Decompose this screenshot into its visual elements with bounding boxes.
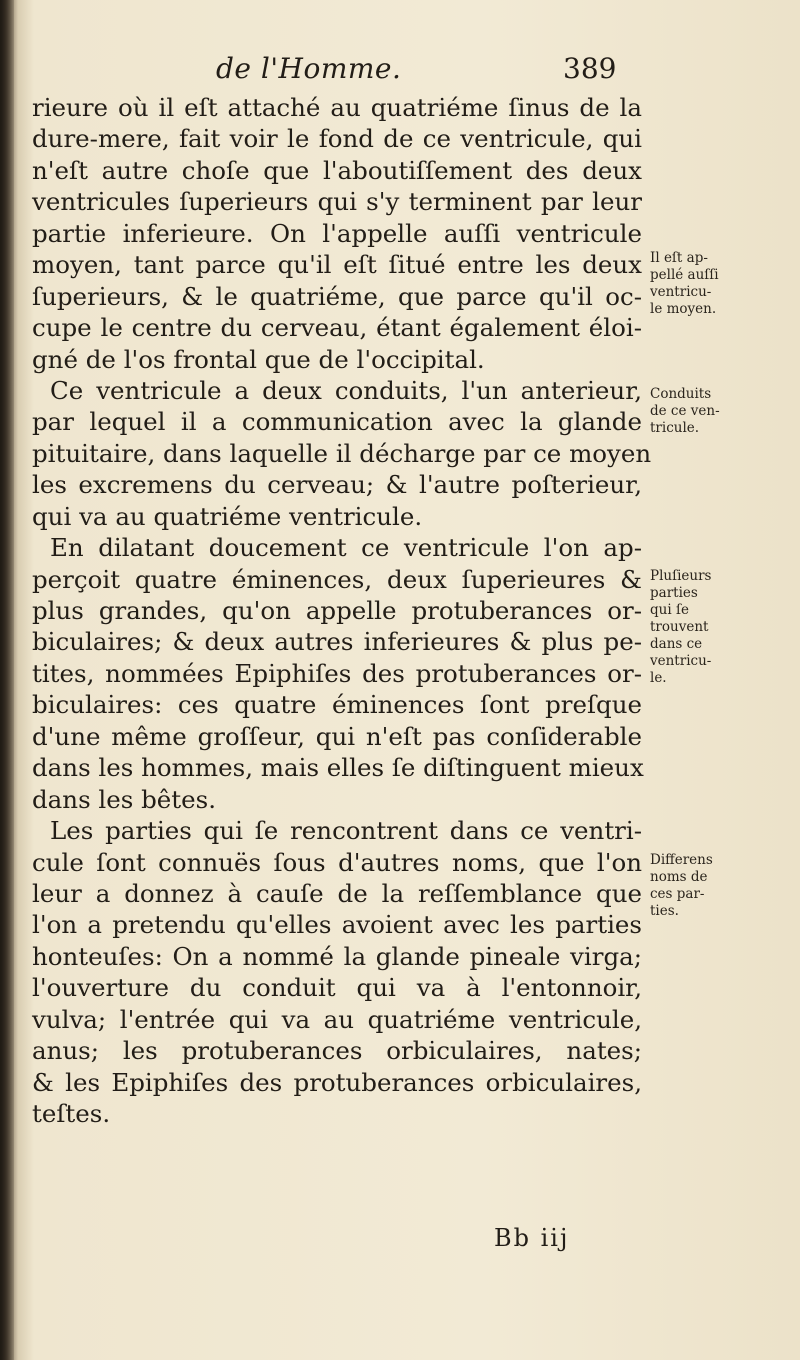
margin-note-differens-noms <box>650 852 780 920</box>
margin-note-line: Conduits <box>650 386 712 402</box>
text-line: dans les hommes, mais elles ſe diſtinguent mieux <box>32 753 644 783</box>
text-line: dure-mere, fait voir le fond de ce ventricule, qui <box>32 124 642 154</box>
page-number: 389 <box>563 52 617 85</box>
text-line: moyen, tant parce qu'il eſt ſitué entre les deux <box>32 250 642 280</box>
signature-mark: Bb iij <box>494 1224 570 1252</box>
text-line: perçoit quatre éminences, deux ſuperieures & <box>32 564 642 594</box>
margin-note-line: ventricu- <box>650 653 712 669</box>
margin-note-line: dans ce <box>650 636 703 652</box>
text-line: & les Epiphiſes des protuberances orbiculaires, <box>32 1067 642 1097</box>
text-line: biculaires: ces quatre éminences ſont preſque <box>32 690 642 720</box>
margin-note-line: le moyen. <box>650 301 717 317</box>
text-line: leur a donnez à cauſe de la reſſemblance que <box>32 878 642 908</box>
text-line: rieure où il eſt attaché au quatriéme ſinus de la <box>32 93 642 122</box>
text-line: En dilatant doucement ce ventricule l'on ap- <box>50 533 642 563</box>
text-line: ventricules ſuperieurs qui s'y terminent par leur <box>32 187 642 217</box>
margin-note-line: trouvent <box>650 619 709 635</box>
text-line: n'eſt autre choſe que l'aboutiſſement des deux <box>32 155 642 185</box>
margin-note-line: Pluſieurs <box>650 568 712 584</box>
text-line: gné de l'os frontal que de l'occipital. <box>32 344 485 374</box>
body-text <box>32 92 652 1129</box>
page-gutter-shadow <box>0 0 14 1360</box>
margin-note-line: Il eſt ap- <box>650 250 708 266</box>
margin-note-line: noms de <box>650 869 708 885</box>
margin-note-line: Differens <box>650 852 713 868</box>
margin-note-conduits <box>650 386 780 437</box>
margin-note-plusieurs-parties <box>650 568 780 687</box>
running-head-title: de l'Homme. <box>216 52 402 85</box>
margin-note-line: ventricu- <box>650 284 712 300</box>
text-line: honteuſes: On a nommé la glande pineale virga; <box>32 941 642 971</box>
margin-note-line: pellé auſſi <box>650 267 719 283</box>
text-line: biculaires; & deux autres inferieures & plus pe- <box>32 627 642 657</box>
running-head <box>0 52 800 92</box>
text-line: teſtes. <box>32 1099 111 1128</box>
margin-note-line: tricule. <box>650 420 700 436</box>
margin-note-line: ces par- <box>650 886 705 902</box>
text-line: pituitaire, dans laquelle il décharge par ce moyen <box>32 438 652 468</box>
text-line: vulva; l'entrée qui va au quatriéme ventricule, <box>32 1004 642 1034</box>
text-line: cule ſont connuës ſous d'autres noms, que l'on <box>32 847 642 877</box>
margin-note-ventricule-moyen <box>650 250 780 318</box>
text-line: anus; les protuberances orbiculaires, nates; <box>32 1036 642 1066</box>
margin-note-line: qui ſe <box>650 602 689 618</box>
text-line: d'une même groſſeur, qui n'eſt pas conſiderable <box>32 721 642 751</box>
text-line: dans les bêtes. <box>32 784 217 814</box>
text-line: Ce ventricule a deux conduits, l'un anterieur, <box>50 375 642 405</box>
text-line: plus grandes, qu'on appelle protuberances or- <box>32 596 642 625</box>
text-line: cupe le centre du cerveau, étant également éloi- <box>32 313 642 343</box>
text-line: les excremens du cerveau; & l'autre poſterieur, <box>32 470 642 500</box>
text-line: par lequel il a communication avec la glande <box>32 407 642 437</box>
text-line: qui va au quatriéme ventricule. <box>32 501 423 531</box>
text-line: l'on a pretendu qu'elles avoient avec les parties <box>32 910 642 940</box>
text-line: l'ouverture du conduit qui va à l'entonnoir, <box>32 973 642 1003</box>
margin-note-line: ties. <box>650 903 679 919</box>
margin-note-line: le. <box>650 670 667 686</box>
text-line: ſuperieurs, & le quatriéme, que parce qu'il oc- <box>32 281 642 311</box>
text-line: partie inferieure. On l'appelle auſſi ventricule <box>32 218 642 248</box>
text-line: tites, nommées Epiphiſes des protuberances or- <box>32 658 642 688</box>
margin-note-line: parties <box>650 585 698 601</box>
text-line: Les parties qui ſe rencontrent dans ce ventri- <box>50 816 642 846</box>
margin-note-line: de ce ven- <box>650 403 720 419</box>
